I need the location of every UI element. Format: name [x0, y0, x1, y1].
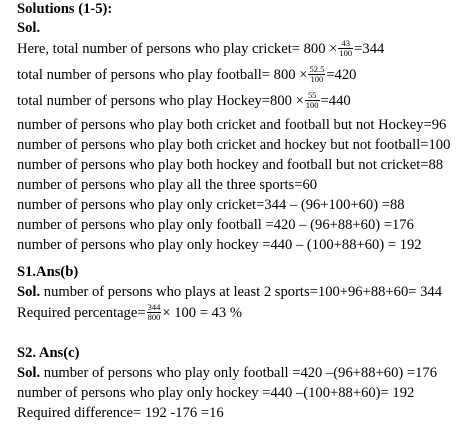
- hockey-total-line: [17, 92, 351, 111]
- s1-fraction: [147, 303, 162, 322]
- hockey-fraction-denominator: 100: [305, 100, 319, 111]
- cricket-fraction: [338, 39, 353, 58]
- football-total-line: [17, 66, 356, 85]
- fact-line: number of persons who play all the three sports=60: [17, 177, 318, 193]
- fact-line: number of persons who play only cricket=344 – (96+100+60) =88: [17, 197, 405, 213]
- s1-required-line: [17, 304, 242, 323]
- s1-required-result: × 100 = 43 %: [162, 305, 243, 321]
- s2-difference-line: Required difference= 192 -176 =16: [17, 405, 224, 421]
- sol-label: Sol.: [17, 20, 41, 36]
- football-total-result: =420: [326, 67, 357, 83]
- s2-sol-label: Sol.: [17, 365, 41, 381]
- s1-solution-line: [17, 283, 442, 301]
- s1-sol-text: number of persons who plays at least 2 sports=100+96+88+60= 344: [40, 284, 443, 300]
- football-fraction-denominator: 100: [310, 74, 324, 85]
- solutions-title: Solutions (1-5):: [17, 1, 113, 17]
- cricket-total-result: =344: [354, 41, 385, 57]
- fact-line: number of persons who play only hockey =440 – (100+88+60) = 192: [17, 237, 422, 253]
- s2-solution-line: [17, 364, 437, 382]
- cricket-fraction-denominator: 100: [339, 48, 353, 59]
- fact-line: number of persons who play only football =420 – (96+88+60) =176: [17, 217, 414, 233]
- s1-fraction-numerator: 344: [147, 302, 161, 313]
- fact-line: number of persons who play both cricket and hockey but not football=100: [17, 137, 451, 153]
- s2-heading: S2. Ans(c): [17, 345, 80, 361]
- s2-sol-text: number of persons who play only football =420 –(96+88+60) =176: [40, 365, 438, 381]
- s1-required-label: Required percentage=: [17, 305, 146, 321]
- s1-sol-label: Sol.: [17, 284, 41, 300]
- hockey-fraction-numerator: 55: [305, 91, 320, 101]
- hockey-total-result: =440: [320, 93, 351, 109]
- s1-fraction-denominator: 800: [147, 312, 161, 323]
- football-fraction: [308, 65, 325, 84]
- s1-heading: S1.Ans(b): [17, 264, 79, 280]
- cricket-total-text: Here, total number of persons who play cricket= 800 ×: [17, 41, 338, 57]
- cricket-total-line: [17, 40, 384, 59]
- s2-hockey-line: number of persons who play only hockey =440 –(100+88+60)= 192: [17, 385, 415, 401]
- hockey-total-text: total number of persons who play Hockey=800 ×: [17, 93, 304, 109]
- football-total-text: total number of persons who play football= 800 ×: [17, 67, 308, 83]
- football-fraction-numerator: 52.5: [309, 64, 325, 75]
- fact-line: number of persons who play both cricket and football but not Hockey=96: [17, 117, 447, 133]
- fact-line: number of persons who play both hockey and football but not cricket=88: [17, 157, 444, 173]
- hockey-fraction: [305, 91, 320, 110]
- cricket-fraction-numerator: 43: [338, 39, 353, 49]
